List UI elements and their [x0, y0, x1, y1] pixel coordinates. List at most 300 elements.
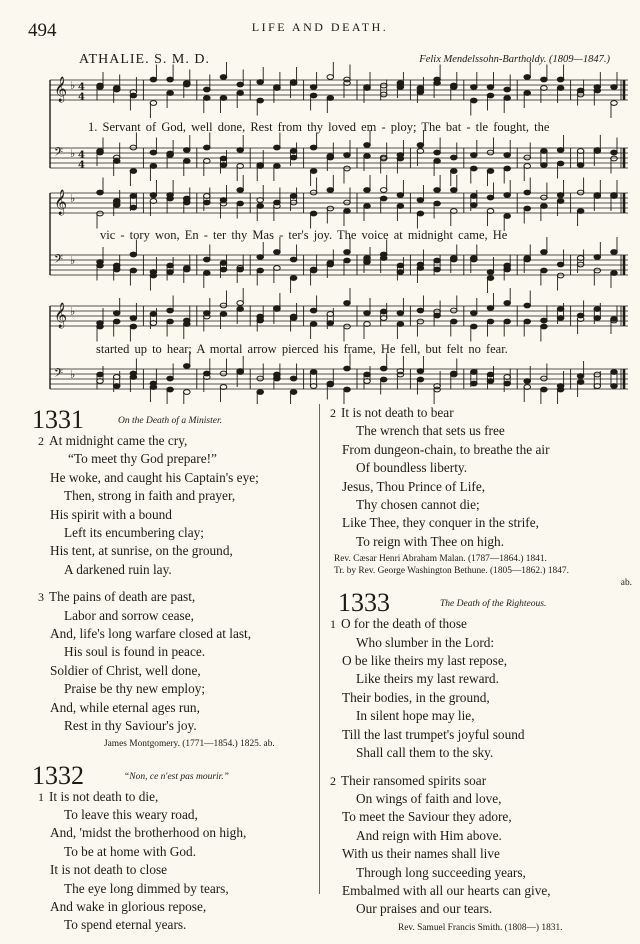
note-head	[380, 83, 387, 88]
verse-line: Rest in thy Saviour's joy.	[64, 718, 197, 734]
note-head	[397, 270, 404, 275]
verse-line: His soul is found in peace.	[64, 644, 206, 660]
note-head	[557, 161, 564, 166]
note-head	[150, 273, 157, 278]
note-head	[524, 75, 531, 80]
note-head	[504, 193, 511, 198]
note-head	[504, 166, 511, 171]
note-head	[380, 366, 387, 371]
note-head	[557, 273, 564, 278]
verse-line: Labor and sorrow cease,	[64, 607, 194, 623]
stanza-number: 1	[38, 789, 44, 804]
note-head	[524, 155, 531, 160]
note-head	[417, 211, 424, 216]
note-head	[541, 149, 548, 154]
stanza-number: 2	[330, 773, 336, 788]
note-head	[487, 195, 494, 200]
stanza-number: 2	[330, 406, 336, 420]
note-head	[594, 149, 601, 154]
note-head	[364, 204, 371, 209]
verse-line: Of boundless liberty.	[356, 460, 468, 476]
note-head	[150, 101, 157, 106]
note-head	[310, 308, 317, 313]
verse-line: To be at home with God.	[64, 843, 197, 859]
note-head	[183, 364, 190, 369]
note-head	[577, 262, 584, 267]
note-head	[611, 150, 618, 155]
right-column	[330, 404, 634, 934]
note-head	[220, 371, 227, 376]
note-head	[183, 322, 190, 327]
key-signature-flat-icon: ♭	[70, 368, 76, 381]
note-head	[380, 309, 387, 314]
note-head	[577, 163, 584, 168]
note-head	[220, 303, 227, 308]
note-head	[290, 194, 297, 199]
note-head	[97, 211, 104, 216]
note-head	[220, 163, 227, 168]
verse-line: And reign with Him above.	[356, 827, 502, 843]
note-head	[577, 190, 584, 195]
verse-line: Who slumber in the Lord:	[356, 634, 495, 650]
note-head	[310, 93, 317, 98]
note-head	[417, 308, 424, 313]
note-head	[594, 372, 601, 377]
note-head	[577, 209, 584, 214]
verse-line: Soldier of Christ, well done,	[50, 662, 201, 678]
note-head	[524, 190, 531, 195]
verse-line: Shall call them to the sky.	[356, 745, 494, 761]
note-head	[113, 199, 120, 204]
bass-clef-icon: 𝄢	[54, 146, 64, 162]
composer-credit: Felix Mendelssohn-Bartholdy. (1809—1847.)	[419, 54, 610, 65]
note-head	[130, 324, 137, 329]
note-head	[380, 377, 387, 382]
verse-line: Thy chosen cannot die;	[356, 497, 480, 513]
note-head	[450, 256, 457, 261]
note-head	[380, 256, 387, 261]
verse-line: To spend eternal years.	[64, 917, 187, 933]
note-head	[167, 91, 174, 96]
hymn-heading	[32, 760, 318, 790]
note-head	[471, 311, 478, 316]
hymn-heading	[338, 588, 634, 618]
note-head	[577, 88, 584, 93]
note-head	[220, 75, 227, 80]
note-head	[471, 194, 478, 199]
hymn-subtitle: On the Death of a Minister.	[118, 416, 222, 426]
note-head	[487, 93, 494, 98]
note-head	[327, 188, 334, 193]
note-head	[557, 193, 564, 198]
note-head	[310, 85, 317, 90]
hymn-number: 1332	[32, 760, 84, 790]
note-head	[450, 319, 457, 324]
lyric-line-3: started up to hear; A mortal arrow pierced his frame, He fell, but felt no fear.	[96, 342, 508, 356]
note-head	[290, 390, 297, 395]
note-head	[220, 96, 227, 101]
note-head	[257, 204, 264, 209]
note-head	[504, 319, 511, 324]
key-signature-flat-icon: ♭	[70, 305, 76, 318]
note-head	[97, 372, 104, 377]
hymn-subtitle: The Death of the Righteous.	[440, 599, 547, 610]
verse-line: And, while eternal ages run,	[50, 699, 200, 715]
time-signature: 4	[78, 160, 85, 171]
note-head	[541, 163, 548, 168]
note-head	[557, 148, 564, 153]
note-head	[183, 390, 190, 395]
verse-line: He woke, and caught his Captain's eye;	[50, 469, 259, 485]
note-head	[310, 370, 317, 375]
note-head	[344, 301, 351, 306]
note-head	[183, 266, 190, 271]
note-head	[594, 268, 601, 273]
verse-line: 3 The pains of death are past,	[50, 588, 318, 606]
verse-line: To leave this weary road,	[64, 806, 198, 822]
note-head	[113, 384, 120, 389]
note-head	[204, 145, 211, 150]
note-head	[344, 153, 351, 158]
hymn-1332	[32, 760, 318, 935]
verse-line: Jesus, Thou Prince of Life,	[342, 478, 486, 494]
note-head	[434, 150, 441, 155]
note-head	[344, 387, 351, 392]
stanza-number: 3	[38, 590, 44, 605]
note-head	[524, 256, 531, 261]
note-head	[434, 387, 441, 392]
lyric-line-2: vic - tory won, En - ter thy Mas - ter's joy. The voice at midnight came, He	[100, 228, 508, 242]
note-head	[257, 255, 264, 260]
hymn-heading	[32, 405, 318, 434]
note-head	[504, 214, 511, 219]
verse-line: Then, strong in faith and prayer,	[64, 488, 236, 504]
note-head	[524, 206, 531, 211]
note-head	[167, 308, 174, 313]
verse-line: 2 It is not death to bear	[342, 404, 634, 422]
note-head	[344, 200, 351, 205]
note-head	[471, 203, 478, 208]
key-signature-flat-icon: ♭	[70, 147, 76, 160]
note-head	[220, 267, 227, 272]
note-head	[237, 201, 244, 206]
note-head	[524, 91, 531, 96]
page-number: 494	[28, 20, 57, 41]
note-head	[310, 211, 317, 216]
note-head	[487, 169, 494, 174]
note-head	[504, 153, 511, 158]
note-head	[257, 164, 264, 169]
note-head	[130, 194, 137, 199]
note-head	[434, 258, 441, 263]
note-head	[113, 159, 120, 164]
key-signature-flat-icon: ♭	[70, 192, 76, 205]
note-head	[380, 188, 387, 193]
note-head	[167, 387, 174, 392]
verse-line: In silent hope may lie,	[356, 708, 475, 724]
verse-line: The wrench that sets us free	[356, 423, 505, 439]
note-head	[504, 381, 511, 386]
note-head	[237, 307, 244, 312]
note-head	[364, 311, 371, 316]
note-head	[594, 316, 601, 321]
note-head	[504, 301, 511, 306]
note-head	[487, 150, 494, 155]
note-head	[487, 319, 494, 324]
note-head	[397, 204, 404, 209]
note-head	[167, 77, 174, 82]
author-credit: Rev. Cæsar Henri Abraham Malan. (1787—1864.) 1841.	[334, 554, 547, 565]
note-head	[577, 380, 584, 385]
note-head	[204, 200, 211, 205]
verse-line: 1 It is not death to die,	[50, 788, 318, 806]
stanza-number: 1	[330, 617, 336, 632]
note-head	[257, 314, 264, 319]
note-head	[504, 263, 511, 268]
note-head	[257, 268, 264, 273]
note-head	[167, 151, 174, 156]
note-head	[130, 316, 137, 321]
note-head	[471, 370, 478, 375]
translator-credit: Tr. by Rev. George Washington Bethune. (1805—1862.) 1847.	[334, 566, 569, 577]
note-head	[237, 188, 244, 193]
note-head	[541, 318, 548, 323]
note-head	[113, 263, 120, 268]
verse-line: And, 'midst the brotherhood on high,	[50, 825, 247, 841]
note-head	[434, 188, 441, 193]
note-head	[557, 199, 564, 204]
author-credit: Rev. Samuel Francis Smith. (1808—) 1831.	[398, 922, 563, 933]
note-head	[257, 390, 264, 395]
note-head	[150, 150, 157, 155]
verse-line: 2 At midnight came the cry,	[50, 432, 318, 450]
note-head	[150, 193, 157, 198]
note-head	[327, 261, 334, 266]
note-head	[274, 86, 281, 91]
note-head	[524, 379, 531, 384]
note-head	[237, 301, 244, 306]
note-head	[417, 369, 424, 374]
note-head	[204, 257, 211, 262]
hymn-1333	[330, 588, 634, 934]
note-head	[237, 91, 244, 96]
verse-line: Praise be thy new employ;	[64, 681, 206, 697]
note-head	[557, 77, 564, 82]
tune-meter: S. M. D.	[154, 52, 210, 67]
note-head	[290, 155, 297, 160]
note-head	[450, 83, 457, 88]
note-head	[310, 268, 317, 273]
note-head	[327, 96, 334, 101]
stanza	[38, 432, 318, 579]
note-head	[274, 164, 281, 169]
note-head	[397, 322, 404, 327]
note-head	[150, 164, 157, 169]
note-head	[434, 201, 441, 206]
note-head	[541, 324, 548, 329]
verse-line: The eye long dimmed by tears,	[64, 880, 229, 896]
hymn-number: 1333	[338, 588, 390, 618]
verse-line: Like theirs my last reward.	[356, 671, 499, 687]
treble-clef-icon: 𝄞	[54, 303, 68, 328]
note-head	[487, 372, 494, 377]
note-head	[204, 271, 211, 276]
note-head	[557, 86, 564, 91]
note-head	[327, 321, 334, 326]
verse-line: O be like theirs my last repose,	[342, 653, 508, 669]
note-head	[183, 159, 190, 164]
note-head	[504, 96, 511, 101]
verse-line: Through long succeeding years,	[356, 864, 526, 880]
note-head	[204, 87, 211, 92]
note-head	[220, 261, 227, 266]
note-head	[471, 256, 478, 261]
note-head	[487, 85, 494, 90]
note-head	[220, 156, 227, 161]
note-head	[541, 387, 548, 392]
note-head	[167, 319, 174, 324]
note-head	[434, 267, 441, 272]
time-signature: 4	[78, 82, 85, 93]
note-head	[397, 263, 404, 268]
note-head	[274, 145, 281, 150]
note-head	[344, 209, 351, 214]
note-head	[471, 85, 478, 90]
hymn-subtitle: “Non, ce n'est pas mourir.”	[124, 771, 229, 782]
note-head	[611, 194, 618, 199]
left-column	[32, 405, 318, 935]
note-head	[130, 145, 137, 150]
note-head	[220, 312, 227, 317]
note-head	[257, 80, 264, 85]
note-head	[237, 148, 244, 153]
note-head	[327, 206, 334, 211]
verse-line: From dungeon-chain, to breathe the air	[342, 441, 550, 457]
note-head	[130, 268, 137, 273]
treble-clef-icon: 𝄞	[54, 77, 68, 102]
note-head	[97, 149, 104, 154]
verse-line: “To meet thy God prepare!”	[68, 451, 217, 467]
note-head	[150, 312, 157, 317]
note-head	[364, 143, 371, 148]
note-head	[327, 154, 334, 159]
note-head	[97, 190, 104, 195]
verse-line: To meet the Saviour they adore,	[342, 809, 512, 825]
verse-line: Embalmed with all our hearts can give,	[342, 882, 551, 898]
verse-line: Left its encumbering clay;	[64, 525, 204, 541]
note-head	[257, 376, 264, 381]
author-credit: James Montgomery. (1771—1854.) 1825. ab.	[104, 738, 275, 749]
note-head	[417, 266, 424, 271]
note-head	[97, 324, 104, 329]
stanza-number: 2	[38, 434, 44, 448]
note-head	[557, 316, 564, 321]
verse-line: And, life's long warfare closed at last,	[50, 626, 252, 642]
note-head	[113, 311, 120, 316]
bass-clef-icon: 𝄢	[54, 253, 64, 269]
verse-line: Our praises and our tears.	[356, 901, 493, 917]
note-head	[274, 372, 281, 377]
note-head	[183, 81, 190, 86]
note-head	[364, 372, 371, 377]
note-head	[364, 154, 371, 159]
verse-line: To reign with Thee on high.	[356, 533, 505, 549]
note-head	[290, 149, 297, 154]
note-head	[450, 169, 457, 174]
note-head	[344, 250, 351, 255]
column-divider	[319, 404, 320, 894]
note-head	[344, 166, 351, 171]
note-head	[167, 263, 174, 268]
note-head	[611, 85, 618, 90]
treble-clef-icon: 𝄞	[54, 190, 68, 215]
time-signature: 4	[78, 92, 85, 103]
note-head	[364, 256, 371, 261]
stanza	[330, 772, 634, 919]
note-head	[274, 250, 281, 255]
note-head	[541, 250, 548, 255]
note-head	[167, 196, 174, 201]
verse-line: And wake in glorious repose,	[50, 898, 207, 914]
verse-line: With us their names shall live	[342, 846, 500, 862]
running-title: LIFE AND DEATH.	[251, 20, 389, 34]
note-head	[417, 143, 424, 148]
note-head	[204, 96, 211, 101]
note-head	[397, 193, 404, 198]
note-head	[130, 169, 137, 174]
note-head	[167, 376, 174, 381]
note-head	[524, 303, 531, 308]
note-head	[327, 75, 334, 80]
note-head	[344, 324, 351, 329]
note-head	[113, 319, 120, 324]
note-head	[417, 198, 424, 203]
note-head	[113, 86, 120, 91]
note-head	[450, 308, 457, 313]
note-head	[417, 377, 424, 382]
note-head	[397, 372, 404, 377]
note-head	[577, 374, 584, 379]
note-head	[130, 252, 137, 257]
note-head	[541, 204, 548, 209]
verse-line: His spirit with a bound	[50, 506, 172, 522]
note-head	[450, 155, 457, 160]
time-signature: 4	[78, 150, 85, 161]
note-head	[310, 145, 317, 150]
verse-line: Till the last trumpet's joyful sound	[342, 726, 525, 742]
key-signature-flat-icon: ♭	[70, 254, 76, 267]
note-head	[344, 258, 351, 263]
note-head	[471, 166, 478, 171]
note-head	[434, 159, 441, 164]
verse-line: 2 Their ransomed spirits soar	[342, 772, 634, 790]
note-head	[557, 307, 564, 312]
note-head	[594, 307, 601, 312]
note-head	[290, 376, 297, 381]
note-head	[397, 156, 404, 161]
note-head	[183, 196, 190, 201]
note-head	[417, 86, 424, 91]
note-head	[504, 87, 511, 92]
note-head	[380, 196, 387, 201]
note-head	[611, 101, 618, 106]
verse-line: A darkened ruin lay.	[64, 561, 172, 577]
note-head	[327, 382, 334, 387]
note-head	[611, 271, 618, 276]
note-head	[364, 188, 371, 193]
stanza	[38, 788, 318, 935]
note-head	[397, 311, 404, 316]
